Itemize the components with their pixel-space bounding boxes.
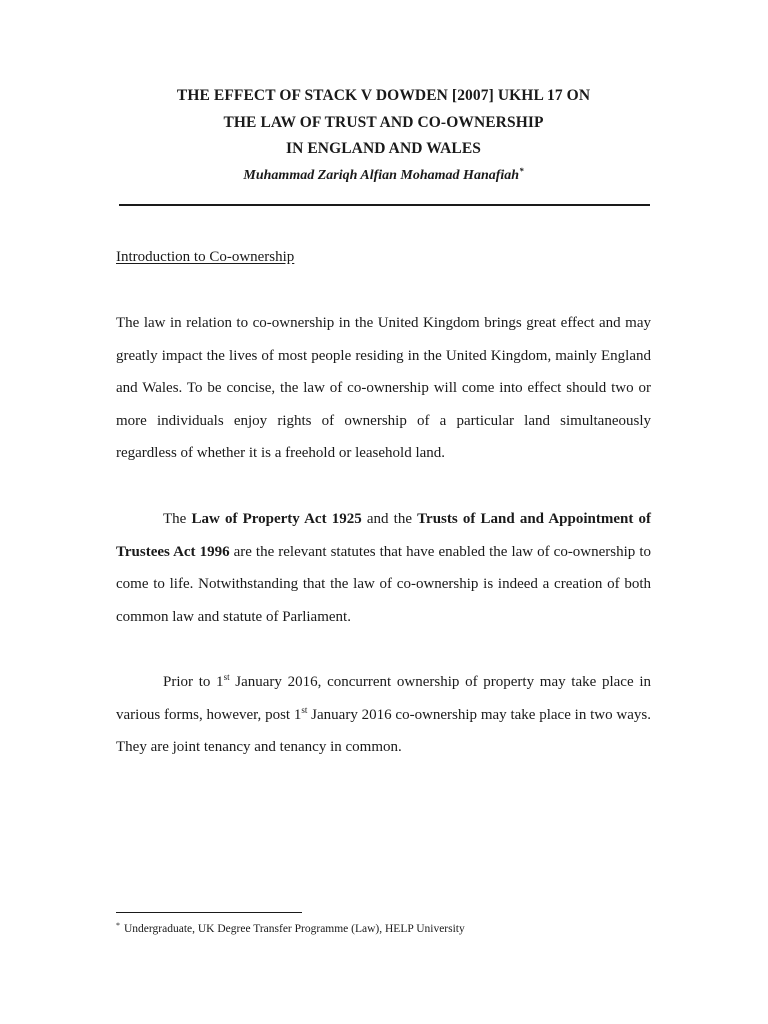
author-line: [116, 166, 651, 184]
footnote-divider: [116, 912, 302, 913]
paper-title-line-1: THE EFFECT OF STACK V DOWDEN [2007] UKHL 17 ON: [176, 87, 591, 104]
footnote: [116, 921, 465, 935]
title-divider: [119, 204, 650, 206]
paragraph-2-text-a: The: [163, 511, 192, 527]
statute-law-of-property-act: Law of Property Act 1925: [191, 511, 362, 527]
author-footnote-marker[interactable]: *: [519, 166, 524, 176]
paragraph-3-text-a: Prior to 1: [163, 674, 224, 690]
paragraph-1: The law in relation to co-ownership in the United Kingdom brings great effect and may greatly impact the lives of most people residing in the United Kingdom, mainly England and Wales. To be concise, the law of co-ownership will come into effect should two or more individuals enjoy rights of ownership of a particular land simultaneously regardless of whether it is a freehold or leasehold land.: [116, 315, 651, 462]
paper-title-line-2: THE LAW OF TRUST AND CO-OWNERSHIP: [223, 114, 544, 131]
section-heading: Introduction to Co-ownership: [116, 249, 295, 265]
footnote-marker: *: [116, 921, 120, 930]
paragraph-2: [116, 503, 651, 633]
paragraph-3-text-c: January 2016 co-ownership may take place in two ways. They are joint tenancy and tenancy in common.: [116, 706, 651, 756]
paragraph-3-text-b: January 2016, concurrent ownership of property may take place in various forms, however, post 1: [116, 674, 651, 723]
ordinal-suffix: st: [301, 704, 308, 715]
statute-trusts-of-land-act: Trusts of Land and Appointment of Trustees Act 1996: [116, 511, 651, 560]
paragraph-2-text-c: are the relevant statutes that have enabled the law of co-ownership to come to life. Notwithstanding that the law of co-ownership is indeed a creation of both common law and statute of Parliament.: [116, 543, 651, 625]
author-name: Muhammad Zariqh Alfian Mohamad Hanafiah: [243, 168, 520, 183]
paragraph-3: [116, 666, 651, 764]
footnote-text: Undergraduate, UK Degree Transfer Programme (Law), HELP University: [124, 923, 465, 935]
ordinal-suffix: st: [223, 672, 230, 682]
paper-title-line-3: IN ENGLAND AND WALES: [285, 140, 482, 157]
paragraph-2-text-b: and the: [361, 511, 418, 527]
